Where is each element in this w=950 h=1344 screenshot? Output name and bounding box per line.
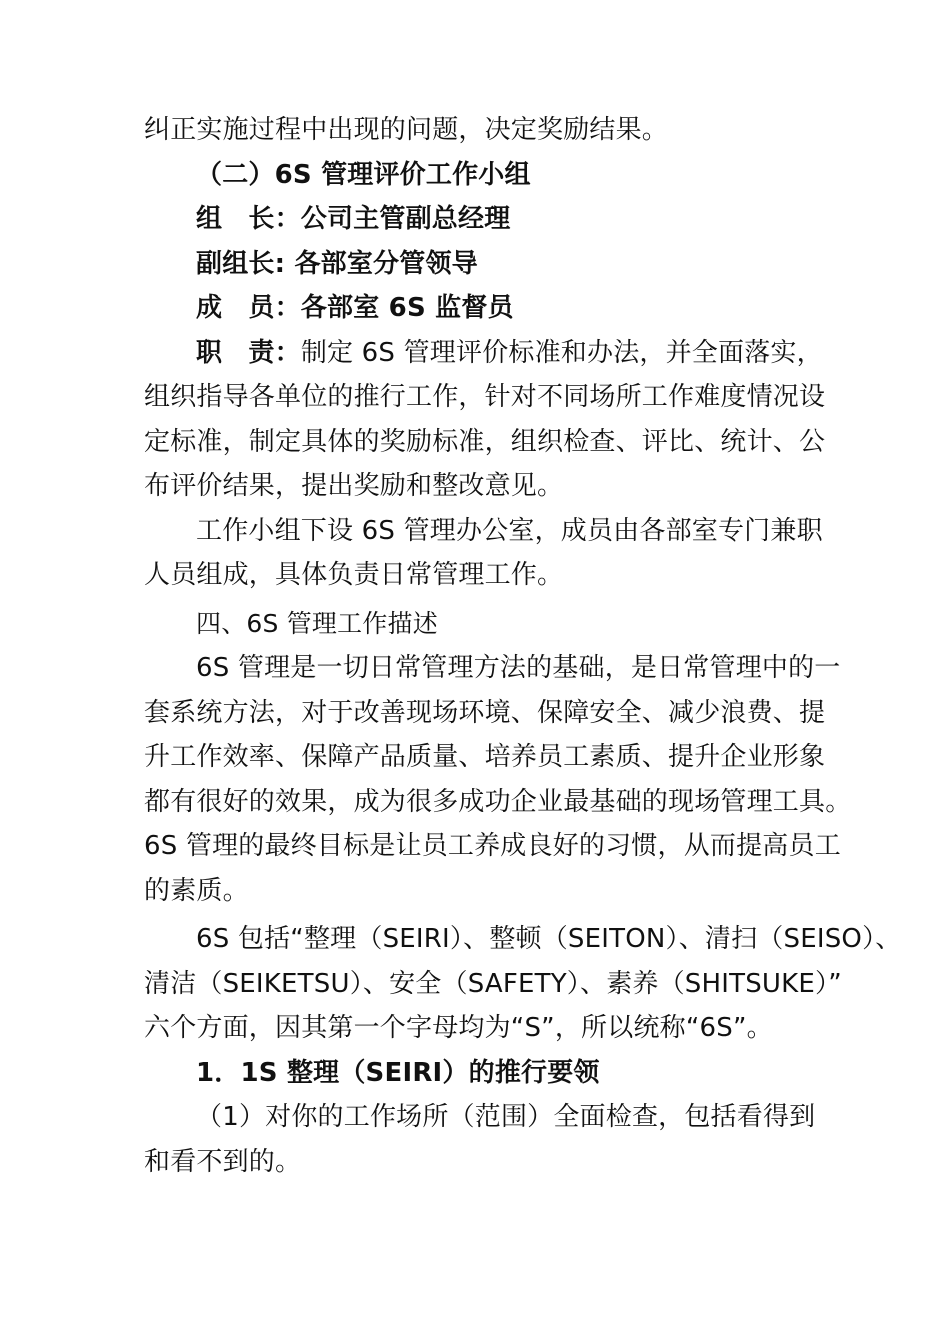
group-leader-line: 组 长：公司主管副总经理 [196,204,511,234]
item-line: （1）对你的工作场所（范围）全面检查，包括看得到 [196,1102,816,1132]
subsection-heading: 1．1S 整理（SEIRI）的推行要领 [196,1057,600,1088]
duty-first-line [144,331,823,376]
office-paragraph-line: 人员组成，具体负责日常管理工作。 [144,560,564,590]
definition-line: 六个方面，因其第一个字母均为“S”，所以统称“6S”。 [144,1013,773,1043]
definition-line: 清洁（SEIKETSU）、安全（SAFETY）、素养（SHITSUKE）” [144,968,842,999]
description-line: 都有很好的效果，成为很多成功企业最基础的现场管理工具。 [144,786,852,817]
body-line: 纠正实施过程中出现的问题，决定奖励结果。 [144,115,669,145]
description-line: 6S 管理的最终目标是让员工养成良好的习惯，从而提高员工 [144,831,841,861]
section-heading: 四、6S 管理工作描述 [196,608,438,638]
subheading-evaluation-group: （二）6S 管理评价工作小组 [196,159,531,190]
description-line: 套系统方法，对于改善现场环境、保障安全、减少浪费、提 [144,697,826,728]
description-line: 的素质。 [144,875,249,906]
description-line: 升工作效率、保障产品质量、培养员工素质、提升企业形象 [144,742,826,772]
duty-line: 组织指导各单位的推行工作，针对不同场所工作难度情况设 [144,382,826,412]
duty-label: 职 责： [196,337,301,368]
duty-line: 布评价结果，提出奖励和整改意见。 [144,471,564,501]
item-line: 和看不到的。 [144,1146,302,1177]
duty-line: 定标准，制定具体的奖励标准，组织检查、评比、统计、公 [144,426,826,457]
duty-text: 制定 6S 管理评价标准和办法，并全面落实， [300,337,823,368]
deputy-leader-line: 副组长: 各部室分管领导 [196,248,478,279]
document-body [144,108,902,1184]
description-line: 6S 管理是一切日常管理方法的基础，是日常管理中的一 [196,653,841,683]
members-line: 成 员：各部室 6S 监督员 [196,293,514,323]
definition-line: 6S 包括“整理（SEIRI）、整顿（SEITON）、清扫（SEISO）、 [196,924,902,954]
office-paragraph-line: 工作小组下设 6S 管理办公室，成员由各部室专门兼职 [196,515,823,546]
